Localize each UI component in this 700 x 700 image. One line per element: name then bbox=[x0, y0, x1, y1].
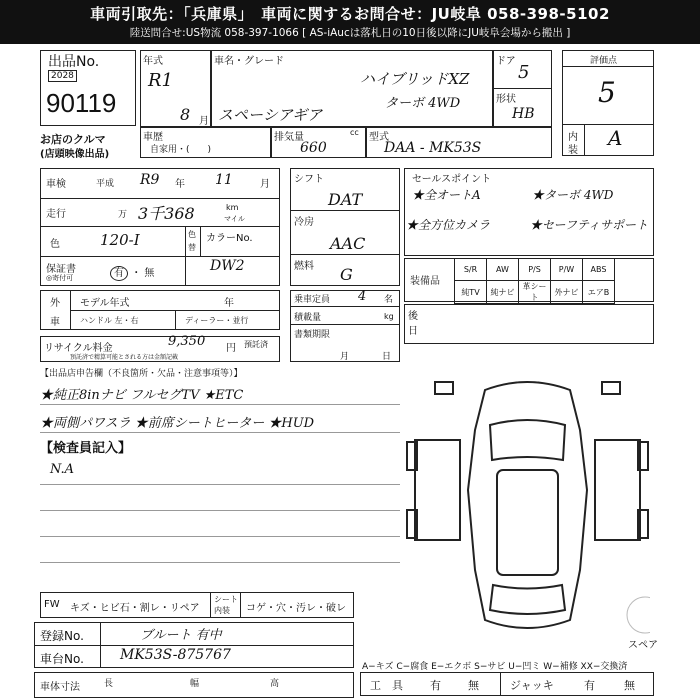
fw-sheet2: 内装 bbox=[214, 606, 230, 615]
registration-expiry-day: 日 bbox=[382, 352, 392, 362]
color-no-value: DW2 bbox=[210, 258, 245, 274]
spare-label: スペア bbox=[628, 640, 658, 651]
mileage-label: 走行 bbox=[46, 209, 66, 220]
inspector-value: N.A bbox=[50, 462, 75, 477]
tool-label: 工 具 bbox=[370, 679, 403, 692]
equip-cell: P/S bbox=[519, 259, 551, 281]
shop-line2: (店頭映像出品) bbox=[40, 149, 110, 160]
dim-width: 幅 bbox=[190, 679, 200, 689]
registration-expiry-label: 書類期限 bbox=[294, 330, 331, 340]
dim-height: 高 bbox=[270, 679, 280, 689]
header-banner bbox=[0, 0, 700, 44]
seller-notes-line2: ★両側パワスラ ★前席シートヒーター ★HUD bbox=[40, 416, 315, 431]
year-month-unit: 月 bbox=[199, 116, 209, 127]
recycle-deposit: 預託済 bbox=[244, 340, 268, 349]
lot-number: 90119 bbox=[46, 88, 117, 118]
warranty-sub: ◎寄付可 bbox=[46, 274, 74, 282]
displacement-value: 660 bbox=[300, 140, 327, 156]
type-code-value: DAA - MK53S bbox=[384, 140, 482, 156]
car-right-side bbox=[595, 440, 640, 540]
color-no-label: カラーNo. bbox=[206, 233, 253, 244]
mileage-unit-km: km bbox=[226, 203, 239, 212]
fw-text: キズ・ヒビ石・割レ・リペア bbox=[70, 603, 200, 614]
fuel-value: G bbox=[340, 265, 353, 284]
model-grade: ハイブリッドXZ bbox=[360, 70, 470, 88]
tool-no: 無 bbox=[468, 679, 479, 692]
foreign-handle: ハンドル 左・右 bbox=[80, 316, 139, 325]
warranty-sep: ・ bbox=[131, 268, 142, 279]
load-unit: kg bbox=[384, 312, 394, 321]
damage-legend: A−キズ C−腐食 E−エクボ S−サビ U−凹ミ W−補修 XX−交換済 bbox=[362, 662, 628, 672]
year-month: 8 bbox=[180, 105, 191, 124]
fw-label: FW bbox=[44, 599, 60, 610]
year-label: 年式 bbox=[143, 56, 163, 67]
spare-icon bbox=[627, 597, 650, 633]
warranty-yes: 有 bbox=[110, 266, 128, 281]
usage-label: 車歴 bbox=[143, 132, 163, 143]
body-type-label: 形状 bbox=[496, 94, 516, 105]
car-windshield bbox=[490, 420, 565, 460]
score-label: 評価点 bbox=[590, 56, 618, 66]
inspection-label: 車検 bbox=[46, 179, 66, 190]
equip-cell: 外ナビ bbox=[551, 281, 583, 304]
jack-no: 無 bbox=[624, 679, 635, 692]
foreign-dealer: ディーラー・並行 bbox=[185, 316, 249, 325]
warranty-label: 保証書 bbox=[46, 264, 76, 275]
load-label: 積載量 bbox=[294, 313, 322, 323]
reg-no-value: ブルート 有中 bbox=[140, 628, 222, 643]
doors-value: 5 bbox=[518, 62, 530, 83]
sales-points-label: セールスポイント bbox=[412, 174, 492, 185]
inspection-year-unit: 年 bbox=[175, 179, 185, 190]
shift-value: DAT bbox=[328, 190, 363, 209]
shift-label: シフト bbox=[294, 174, 324, 185]
type-code-label: 型式 bbox=[369, 132, 389, 143]
year-era: R1 bbox=[148, 70, 174, 91]
reg-no-label: 登録No. bbox=[40, 629, 84, 643]
rear-label1: 後 bbox=[408, 311, 418, 322]
recycle-value: 9,350 bbox=[168, 334, 206, 349]
fw-text2: コゲ・穴・汚レ・破レ bbox=[246, 603, 346, 614]
equip-cell: P/W bbox=[551, 259, 583, 281]
tool-box bbox=[360, 672, 654, 696]
recycle-unit: 円 bbox=[226, 343, 236, 354]
seller-notes-line1: ★純正8inナビ フルセグTV ★ETC bbox=[40, 388, 244, 403]
registration-expiry-month: 月 bbox=[340, 352, 350, 362]
equip-cell: 革シート bbox=[519, 281, 551, 304]
displacement-label: 排気量 bbox=[274, 132, 304, 143]
inspection-era: 平成 bbox=[96, 179, 115, 189]
body-type-value: HB bbox=[512, 106, 535, 122]
inspection-month: 11 bbox=[215, 172, 233, 188]
interior-value: A bbox=[608, 126, 623, 150]
sales-point-item: ★セーフティサポート bbox=[530, 218, 648, 232]
front-bumper bbox=[602, 382, 620, 394]
warranty-choice bbox=[110, 264, 154, 279]
sales-point-item: ★全オートA bbox=[412, 188, 481, 202]
equip-cell: AW bbox=[487, 259, 519, 281]
aircon-value: AAC bbox=[330, 234, 366, 253]
header-line2: 陸送問合せ:US物流 058-397-1066 [ AS-iAucは落札日の10日後以降にJU岐阜会場から搬出 ] bbox=[129, 27, 571, 39]
fuel-label: 燃料 bbox=[294, 261, 314, 272]
equip-cell: ABS bbox=[583, 259, 615, 281]
equip-cell: 純TV bbox=[455, 281, 487, 304]
equipment-label: 装備品 bbox=[410, 276, 440, 287]
rear-box bbox=[404, 304, 654, 344]
mileage-unit-man: 万 bbox=[118, 210, 128, 220]
sales-point-item: ★全方位カメラ bbox=[406, 218, 491, 232]
inspection-month-unit: 月 bbox=[260, 179, 270, 190]
car-left-side bbox=[415, 440, 460, 540]
equipment-table bbox=[454, 258, 615, 304]
tool-yes: 有 bbox=[430, 679, 441, 692]
color-label: 色 bbox=[50, 239, 60, 250]
mileage-value: 3千368 bbox=[138, 204, 195, 223]
car-diagram bbox=[405, 370, 650, 645]
fw-sheet1: シート bbox=[214, 595, 238, 604]
foreign-model-year: モデル年式 bbox=[80, 298, 130, 309]
equip-cell: 純ナビ bbox=[487, 281, 519, 304]
dims-label: 車体寸法 bbox=[40, 682, 80, 693]
front-bumper bbox=[435, 382, 453, 394]
jack-label: ジャッキ bbox=[510, 679, 554, 692]
foreign-label1: 外 bbox=[50, 298, 60, 309]
sales-point-item: ★ターボ 4WD bbox=[532, 188, 614, 202]
shop-line1: お店のクルマ bbox=[40, 133, 106, 146]
interior-label1: 内 bbox=[568, 132, 578, 143]
car-outline bbox=[468, 382, 587, 628]
lot-label: 出品No. bbox=[48, 54, 100, 70]
aircon-label: 冷房 bbox=[294, 217, 314, 228]
capacity-label: 乗車定員 bbox=[294, 295, 331, 305]
header-line1: 車両引取先：「兵庫県」 車両に関するお問合せ：JU岐阜 058-398-5102 bbox=[90, 5, 610, 23]
interior-label2: 装 bbox=[568, 145, 578, 156]
recycle-note: 預託済で精算可能とされる方は金額記載 bbox=[70, 354, 179, 361]
rear-label2: 日 bbox=[408, 326, 418, 337]
lot-year: 2028 bbox=[48, 70, 77, 82]
recycle-label: リサイクル料金 bbox=[44, 343, 113, 354]
color-change-label2: 替 bbox=[188, 243, 196, 252]
color-value: 120-I bbox=[100, 231, 140, 249]
chassis-value: MK53S-875767 bbox=[120, 647, 231, 663]
model-label: 車名・グレード bbox=[214, 56, 284, 67]
warranty-no: 無 bbox=[144, 268, 155, 279]
seller-notes-label: 【出品店申告欄（不良箇所・欠品・注意事項等）】 bbox=[40, 369, 243, 379]
chassis-label: 車台No. bbox=[40, 652, 84, 666]
color-change-label1: 色 bbox=[188, 230, 196, 239]
car-roof bbox=[497, 470, 558, 575]
mileage-unit-mile: マイル bbox=[224, 215, 245, 223]
model-name: スペーシアギア bbox=[218, 106, 323, 124]
foreign-label2: 車 bbox=[50, 317, 60, 328]
capacity-value: 4 bbox=[358, 289, 367, 304]
usage-value: 自家用・( ) bbox=[150, 145, 212, 155]
jack-yes: 有 bbox=[584, 679, 595, 692]
score-value: 5 bbox=[598, 76, 616, 109]
displacement-unit: cc bbox=[350, 128, 359, 137]
doors-label: ドア bbox=[496, 56, 516, 67]
dim-length: 長 bbox=[104, 679, 114, 689]
car-rear-window bbox=[490, 585, 565, 614]
equip-cell: S/R bbox=[455, 259, 487, 281]
inspection-value: R9 bbox=[140, 172, 160, 188]
equip-cell: エアB bbox=[583, 281, 615, 304]
capacity-unit: 名 bbox=[384, 295, 394, 305]
inspector-label: 【検査員記入】 bbox=[40, 441, 132, 456]
model-grade2: ターボ 4WD bbox=[385, 96, 461, 111]
foreign-year-unit: 年 bbox=[224, 298, 234, 309]
